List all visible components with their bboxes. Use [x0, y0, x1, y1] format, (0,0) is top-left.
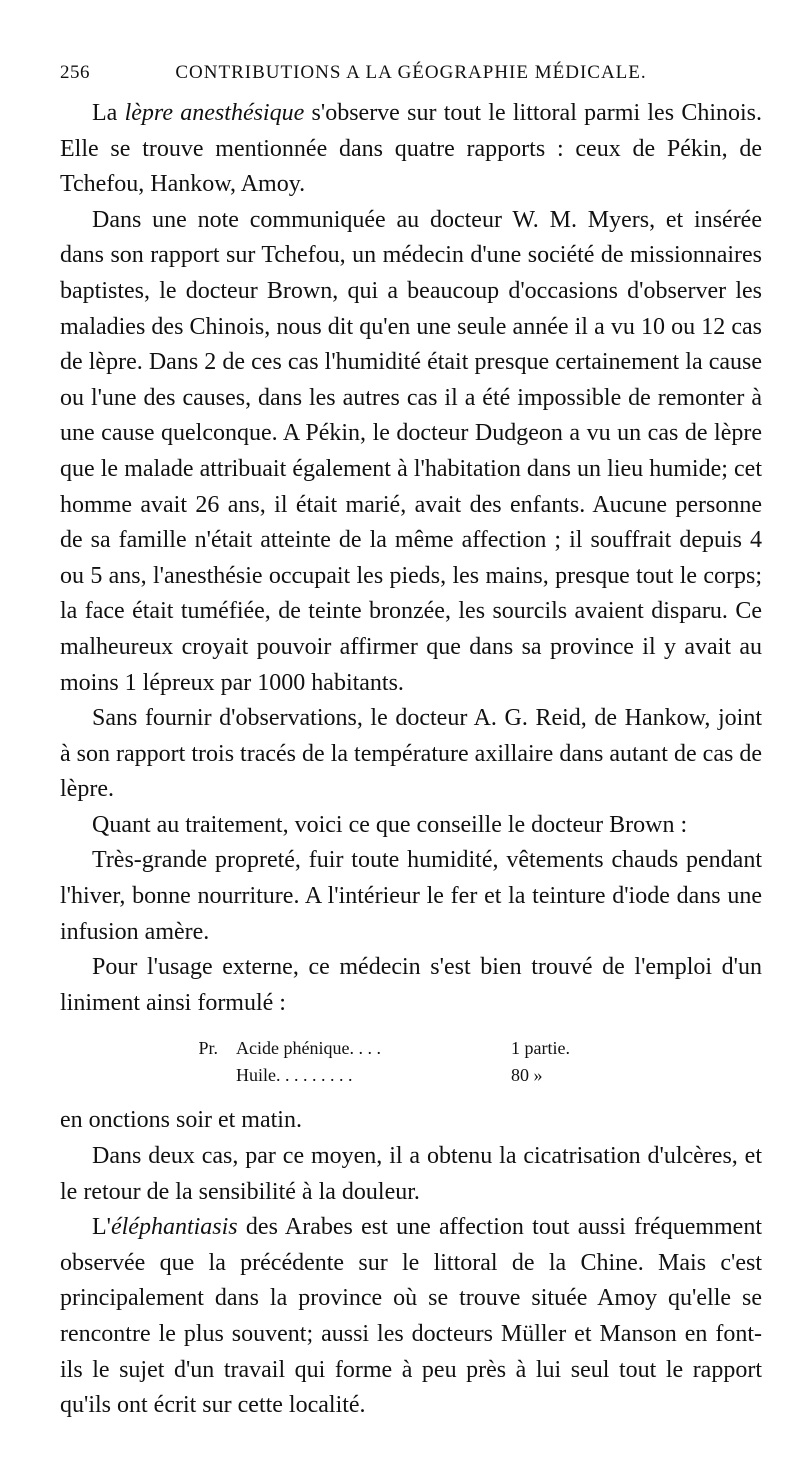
- paragraph-body: s'observe sur tout le littoral parmi les Chinois. Elle se trouve mentionnée dans quatre rapports : ceux de Pékin, de Tchefou, Hankow, Amoy.: [60, 100, 763, 198]
- paragraph-lead: L': [92, 1214, 111, 1241]
- italic-term-lepre-anesthesique: lèpre anesthésique: [124, 100, 305, 126]
- paragraph-traitement: Quant au traitement, voici ce que conseille le docteur Brown :: [92, 811, 688, 838]
- paragraph-body: des Arabes est une affection tout aussi fréquemment observée que la précédente sur le littoral de la Chine. Mais c'est principalement dans la province où se trouve située Amoy qu'elle se rencontre le plus souvent; aussi les docteurs Müller et Manson en font-ils le sujet d'un travail qui forme à peu près à lui seul tout le rapport qu'ils ont écrit sur cette localité.: [60, 1214, 762, 1419]
- formula-row: [60, 1035, 762, 1062]
- page-number: 256: [60, 62, 90, 83]
- formula-quantity: 80 »: [511, 1065, 543, 1086]
- formula-prefix: Pr.: [198, 1038, 218, 1059]
- formula-ingredient: Huile. . . . . . . . .: [236, 1065, 353, 1086]
- formula-row: [60, 1062, 762, 1089]
- paragraph-lead: La: [92, 100, 125, 126]
- paragraph-elephantiasis: [60, 1210, 762, 1424]
- paragraph-brown-note: Dans une note communiquée au docteur W. M. Myers, et insérée dans son rapport sur Tchefou, un médecin d'une société de missionnaires baptistes, le docteur Brown, qui a beaucoup d'occasions d'observer les maladies des Chinois, nous dit qu'en une seule année il a vu 10 ou 12 cas de lèpre. Dans 2 de ces cas l'humidité était presque certainement la cause ou l'une des causes, dans les autres cas il a été impossible de remonter à une cause quelconque. A Pékin, le docteur Dudgeon a vu un cas de lèpre que le malade attribuait également à l'habitation dans un lieu humide; cet homme avait 26 ans, il était marié, avait des enfants. Aucune personne de sa famille n'était atteinte de la même affection ; il souffrait depuis 4 ou 5 ans, l'anesthésie occupait les pieds, les mains, presque tout le corps; la face était tuméfiée, de teinte bronzée, les sourcils avaient disparu. Ce malheureux croyait pouvoir affirmer que dans sa province il y avait au moins 1 lépreux par 1000 habitants.: [60, 206, 762, 696]
- running-title: CONTRIBUTIONS A LA GÉOGRAPHIE MÉDICALE.: [175, 62, 647, 83]
- paragraph-proprete: Très-grande propreté, fuir toute humidité, vêtements chauds pendant l'hiver, bonne nourriture. A l'intérieur le fer et la teinture d'iode dans une infusion amère.: [60, 847, 762, 945]
- formula-ingredient: Acide phénique. . . .: [236, 1038, 381, 1059]
- paragraph-usage-externe: Pour l'usage externe, ce médecin s'est bien trouvé de l'emploi d'un liniment ainsi formulé :: [60, 954, 762, 1016]
- paragraph-lepre-anesthesique: [60, 96, 762, 203]
- formula-quantity: 1 partie.: [511, 1038, 570, 1059]
- paragraph-resultats: Dans deux cas, par ce moyen, il a obtenu la cicatrisation d'ulcères, et le retour de la sensibilité à la douleur.: [60, 1143, 762, 1205]
- italic-term-elephantiasis: éléphantiasis: [110, 1214, 238, 1241]
- prescription-formula: [60, 1035, 762, 1089]
- running-head: [60, 62, 762, 96]
- paragraph-onctions: en onctions soir et matin.: [60, 1107, 302, 1134]
- book-page: [60, 62, 762, 1424]
- paragraph-reid: Sans fournir d'observations, le docteur A. G. Reid, de Hankow, joint à son rapport trois tracés de la température axillaire dans autant de cas de lèpre.: [60, 705, 762, 803]
